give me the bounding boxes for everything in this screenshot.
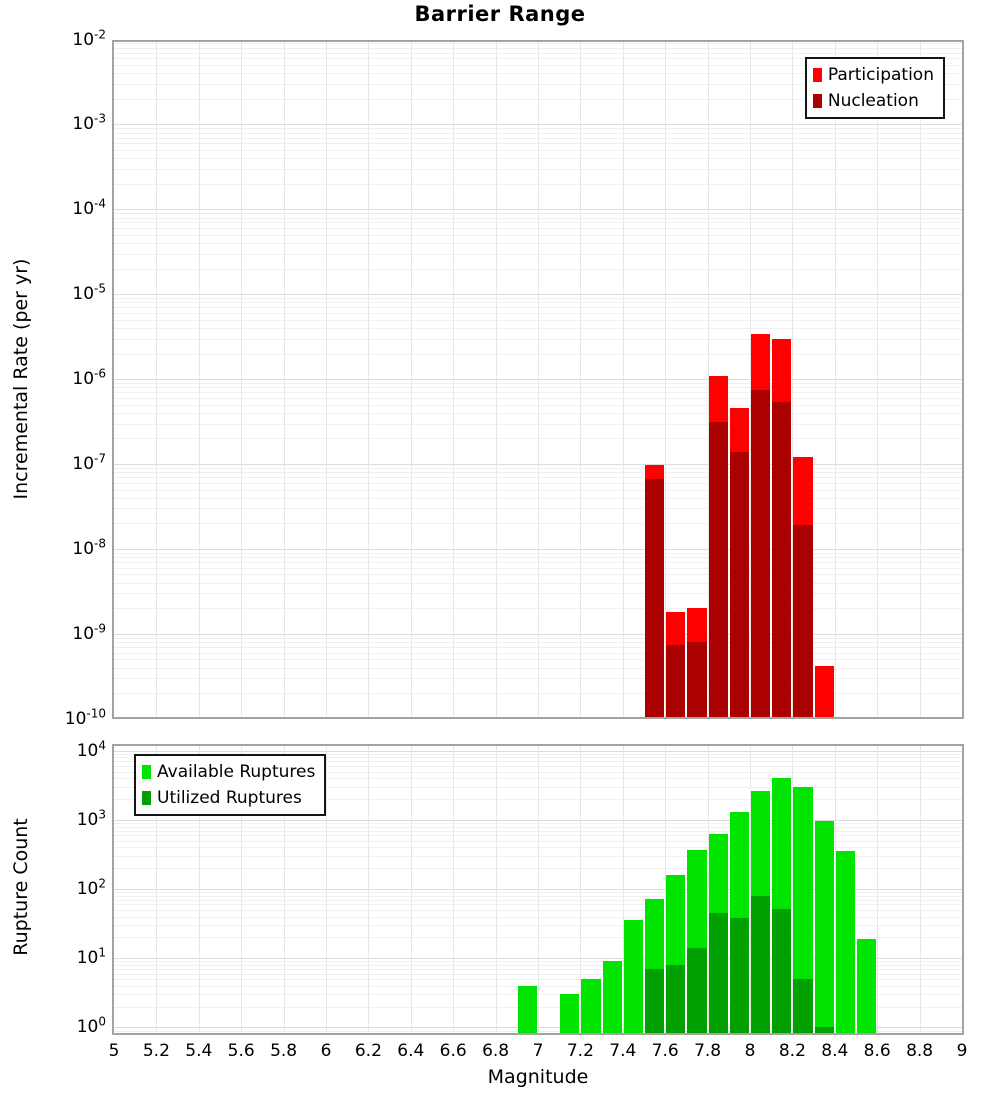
- y-tick-label: $10^1$: [76, 945, 106, 969]
- y-tick-label: $10^{-10}$: [64, 706, 106, 729]
- available-ruptures-bar: [815, 821, 834, 1033]
- utilized-ruptures-bar: [730, 918, 749, 1033]
- x-tick-label: 6.4: [397, 1041, 425, 1061]
- nucleation-bar: [772, 402, 791, 717]
- x-tick-label: 7.4: [609, 1041, 637, 1061]
- vertical-gridline: [326, 42, 327, 717]
- count-legend: [134, 754, 326, 816]
- y-tick-label: $10^{-7}$: [72, 451, 106, 474]
- vertical-gridline: [538, 746, 539, 1033]
- vertical-gridline: [877, 746, 878, 1033]
- available-ruptures-bar: [560, 994, 579, 1033]
- x-tick-label: 6.6: [439, 1041, 467, 1061]
- x-tick-label: 5: [108, 1041, 120, 1061]
- vertical-gridline: [835, 42, 836, 717]
- available-ruptures-legend-marker: [142, 765, 151, 779]
- y-tick-label: $10^{-4}$: [72, 196, 106, 220]
- vertical-gridline: [623, 42, 624, 717]
- rate-plot: [112, 40, 964, 719]
- x-tick-label: 7.8: [694, 1041, 722, 1061]
- legend-item: [813, 62, 934, 88]
- utilized-ruptures-bar: [793, 979, 812, 1033]
- x-tick-label: 6: [320, 1041, 332, 1061]
- y-tick-label: $10^2$: [76, 876, 106, 899]
- y-axis-label-rate: Incremental Rate (per yr): [10, 258, 32, 500]
- y-axis-label-count: Rupture Count: [10, 818, 32, 956]
- nucleation-bar: [687, 642, 706, 717]
- nucleation-bar: [730, 452, 749, 717]
- vertical-gridline: [241, 42, 242, 717]
- legend-item: [142, 785, 315, 811]
- vertical-gridline: [538, 42, 539, 717]
- x-tick-label: 8.8: [906, 1041, 934, 1061]
- legend-label: Participation: [827, 65, 934, 85]
- vertical-gridline: [496, 746, 497, 1033]
- utilized-ruptures-legend-marker: [142, 791, 151, 805]
- legend-label: Utilized Ruptures: [157, 788, 302, 808]
- y-tick-label: $10^3$: [76, 807, 106, 830]
- legend-label: Available Ruptures: [157, 762, 316, 782]
- vertical-gridline: [199, 42, 200, 717]
- y-tick-label: $10^{-2}$: [72, 26, 106, 50]
- utilized-ruptures-bar: [687, 948, 706, 1033]
- utilized-ruptures-bar: [772, 909, 791, 1033]
- utilized-ruptures-bar: [751, 896, 770, 1033]
- utilized-ruptures-bar: [645, 969, 664, 1033]
- nucleation-bar: [645, 479, 664, 717]
- available-ruptures-bar: [836, 851, 855, 1034]
- participation-bar: [815, 666, 834, 717]
- x-tick-label: 8.6: [863, 1041, 891, 1061]
- y-tick-label: $10^{-6}$: [72, 366, 106, 390]
- participation-legend-marker: [813, 68, 822, 82]
- x-tick-label: 6.2: [354, 1041, 382, 1061]
- x-tick-label: 5.2: [142, 1041, 170, 1061]
- chart-title: Barrier Range: [414, 2, 586, 26]
- y-tick-label: $10^0$: [76, 1014, 106, 1038]
- y-tick-label: $10^{-8}$: [72, 536, 106, 559]
- vertical-gridline: [284, 42, 285, 717]
- available-ruptures-bar: [624, 920, 643, 1033]
- legend-item: [142, 759, 315, 785]
- x-tick-label: 7.2: [566, 1041, 594, 1061]
- vertical-gridline: [877, 42, 878, 717]
- nucleation-bar: [751, 390, 770, 717]
- rate-legend: [805, 57, 945, 119]
- y-tick-label: $10^{-9}$: [72, 621, 106, 644]
- available-ruptures-bar: [603, 961, 622, 1033]
- x-tick-label: 8: [744, 1041, 756, 1061]
- vertical-gridline: [920, 42, 921, 717]
- y-tick-label: $10^{-3}$: [72, 111, 106, 135]
- x-tick-label: 5.6: [227, 1041, 255, 1061]
- vertical-gridline: [411, 746, 412, 1033]
- y-tick-label: $10^4$: [76, 737, 106, 761]
- available-ruptures-bar: [518, 986, 537, 1033]
- available-ruptures-bar: [581, 979, 600, 1033]
- vertical-gridline: [496, 42, 497, 717]
- vertical-gridline: [580, 42, 581, 717]
- x-tick-label: 8.2: [778, 1041, 806, 1061]
- vertical-gridline: [920, 746, 921, 1033]
- vertical-gridline: [453, 42, 454, 717]
- x-tick-label: 8.4: [821, 1041, 849, 1061]
- utilized-ruptures-bar: [666, 965, 685, 1033]
- utilized-ruptures-bar: [709, 913, 728, 1033]
- vertical-gridline: [368, 42, 369, 717]
- legend-label: Nucleation: [827, 91, 919, 111]
- nucleation-bar: [709, 422, 728, 717]
- x-tick-label: 7: [532, 1041, 544, 1061]
- legend-item: [813, 88, 934, 114]
- x-axis-label: Magnitude: [487, 1066, 589, 1088]
- vertical-gridline: [411, 42, 412, 717]
- vertical-gridline: [156, 42, 157, 717]
- utilized-ruptures-bar: [815, 1027, 834, 1033]
- x-tick-label: 6.8: [482, 1041, 510, 1061]
- x-tick-label: 5.4: [185, 1041, 213, 1061]
- x-tick-label: 7.6: [651, 1041, 679, 1061]
- vertical-gridline: [453, 746, 454, 1033]
- nucleation-bar: [666, 645, 685, 717]
- nucleation-bar: [793, 525, 812, 717]
- vertical-gridline: [368, 746, 369, 1033]
- x-tick-label: 5.8: [270, 1041, 298, 1061]
- nucleation-legend-marker: [813, 94, 822, 108]
- count-plot: [112, 744, 964, 1035]
- x-tick-label: 9: [956, 1041, 968, 1061]
- y-tick-label: $10^{-5}$: [72, 281, 106, 305]
- available-ruptures-bar: [857, 939, 876, 1033]
